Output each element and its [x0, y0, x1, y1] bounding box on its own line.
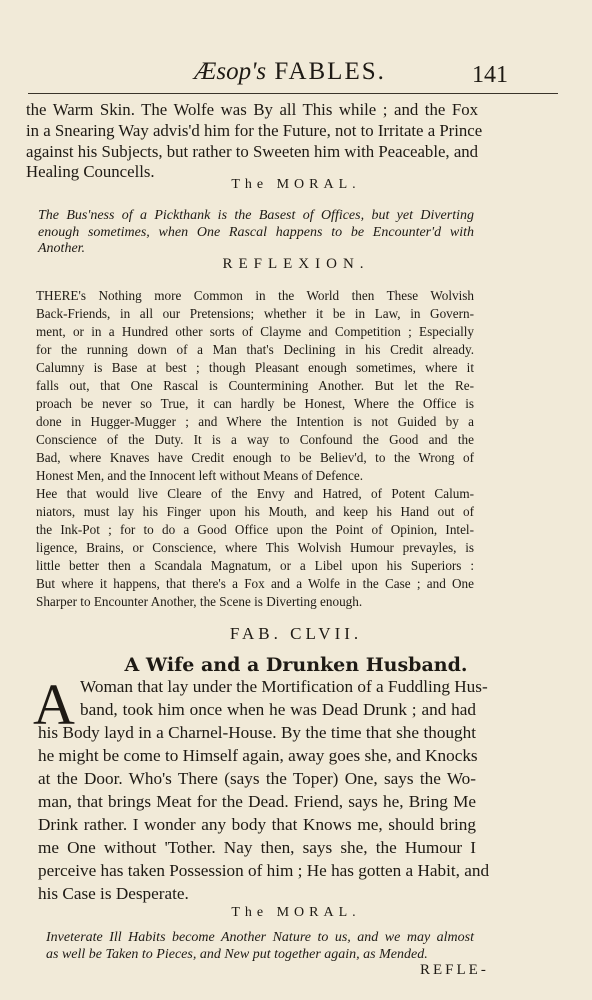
reflexion-line: Back-Friends, in all our Pretensions; whether it be in Law, in Govern-: [36, 306, 474, 321]
reflexion-line: falls out, that One Rascal is Countermining Another. But let the Re-: [36, 378, 474, 393]
fable-line: Woman that lay under the Mortification of a Fuddling Hus-: [80, 677, 488, 696]
reflexion-line: Sharper to Encounter Another, the Scene is Diverting enough.: [36, 594, 363, 609]
reflexion-line: the Ink-Pot ; for to do a Good Office upon the Point of Opinion, Intel-: [36, 522, 474, 537]
text-line: against his Subjects, but rather to Sweeten him with Peaceable, and: [26, 142, 479, 161]
fable-line: band, took him once when he was Dead Drunk ; and had: [80, 700, 476, 719]
reflexion-line: Conscience of the Duty. It is a way to Confound the Good and the: [36, 432, 474, 447]
reflexion-line: ligence, Brains, or Conscience, where This Wolvish Humour prevayles, is: [36, 540, 474, 555]
moral-line: The Bus'ness of a Pickthank is the Basest of Offices, but yet Diverting: [38, 208, 474, 223]
reflexion-line: Hee that would live Cleare of the Envy and Hatred, of Potent Calum-: [36, 486, 474, 501]
fable-line: at the Door. Who's There (says the Toper) One, says the Wo-: [38, 769, 476, 788]
fable-line: perceive has taken Possession of him ; He has gotten a Habit, and: [38, 861, 490, 880]
reflexion-line: But where it happens, that there's a Fox and a Wolfe in the Case ; and One: [36, 576, 474, 591]
header-rule: [28, 93, 558, 94]
reflexion-line: for the running down of a Man that's Declining in his Credit already.: [36, 342, 474, 357]
reflexion-line: done in Hugger-Mugger ; and Where the Intention is not Guided by a: [36, 414, 474, 429]
reflexion-line: niators, must lay his Finger upon his Mouth, and keep his Hand out of: [36, 504, 474, 519]
moral-line: Another.: [38, 241, 86, 256]
moral-heading: The MORAL.: [231, 905, 361, 920]
reflexion-line: ment, or in a Hundred other sorts of Clayme and Competition ; Especially: [36, 324, 474, 339]
page-number: 141: [472, 62, 508, 88]
text-line: in a Snearing Way advis'd him for the Future, not to Irritate a Prince: [26, 121, 483, 140]
drop-capital: A: [33, 672, 75, 737]
reflexion-line: Bad, where Knaves have Credit enough to be Believ'd, to the Wrong of: [36, 450, 474, 465]
reflexion-line: proach be never so True, it can hardly be Honest, Where the Office is: [36, 396, 474, 411]
running-head-caps: FABLES.: [274, 58, 386, 85]
fable-line: his Case is Desperate.: [38, 884, 189, 903]
fable-line: he might be come to Himself again, away goes she, and Knocks: [38, 746, 478, 765]
running-head: [140, 58, 440, 86]
text-line: Healing Councells.: [26, 162, 155, 181]
moral-heading: The MORAL.: [231, 177, 361, 192]
reflexion-heading: REFLEXION.: [222, 256, 370, 272]
moral-line: enough sometimes, when One Rascal happens to be Encounter'd with: [38, 225, 474, 240]
text-line: the Warm Skin. The Wolfe was By all This while ; and the Fox: [26, 100, 478, 119]
reflexion-line: little better then a Scandala Magnatum, or a Libel upon his Superiors :: [36, 558, 474, 573]
moral-line: as well be Taken to Pieces, and New put together again, as Mended.: [46, 947, 428, 962]
fable-line: me One without 'Tother. Nay then, says she, the Humour I: [38, 838, 476, 857]
running-head-italic: Æsop's: [194, 58, 267, 85]
fable-line: man, that brings Meat for the Dead. Friend, says he, Bring Me: [38, 792, 476, 811]
moral-line: Inveterate Ill Habits become Another Nature to us, and we may almost: [46, 930, 474, 945]
fable-line: Drink rather. I wonder any body that Knows me, should bring: [38, 815, 476, 834]
reflexion-line: Honest Men, and the Innocent left without Means of Defence.: [36, 468, 364, 483]
reflexion-line: Calumny is Base at best ; though Pleasant enough sometimes, where it: [36, 360, 474, 375]
reflexion-line: THERE's Nothing more Common in the World then These Wolvish: [36, 288, 474, 303]
catchword: REFLE-: [420, 962, 489, 978]
fable-title: A Wife and a Drunken Husband.: [124, 654, 468, 676]
fable-number: FAB. CLVII.: [229, 624, 363, 643]
fable-line: his Body layd in a Charnel-House. By the time that she thought: [38, 723, 476, 742]
